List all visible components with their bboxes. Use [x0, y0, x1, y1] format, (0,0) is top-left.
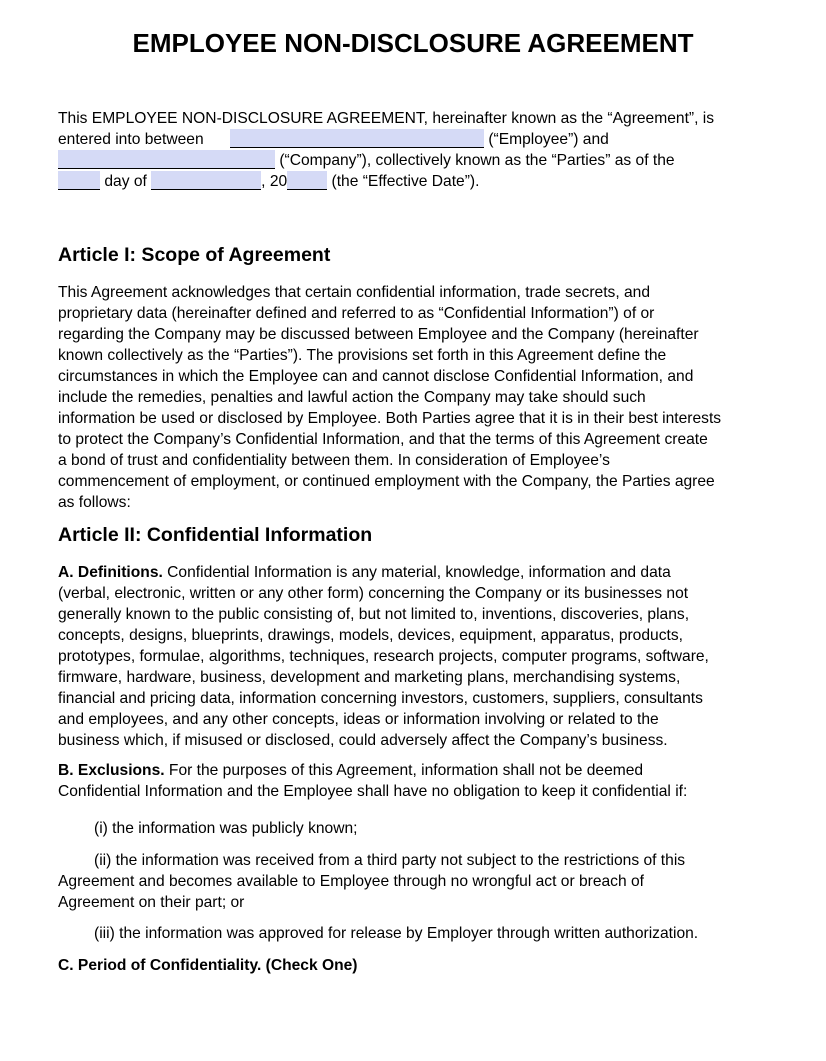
intro-text: (the “Effective Date”).	[331, 173, 480, 190]
text-line: regarding the Company may be discussed between Employee and the Company (hereinafter	[58, 326, 699, 343]
document-page	[0, 27, 826, 1061]
text-line: proprietary data (hereinafter defined and referred to as “Confidential Information”) of or	[58, 305, 655, 322]
text-line: and employees, and any other concepts, ideas or information involving or related to the	[58, 711, 659, 728]
intro-text: (“Company”), collectively known as the “Parties” as of the	[279, 152, 675, 169]
text-line: Confidential Information and the Employee shall have no obligation to keep it confidential if:	[58, 783, 688, 800]
text-line: Agreement on their part; or	[58, 894, 245, 911]
text-line	[58, 562, 818, 583]
intro-text: (“Employee”) and	[488, 131, 609, 148]
text-line: as follows:	[58, 494, 131, 511]
company-name-field[interactable]	[58, 150, 275, 169]
article-2-heading: Article II: Confidential Information	[58, 524, 373, 546]
text-line: firmware, hardware, business, development and marketing plans, merchandising systems,	[58, 669, 681, 686]
day-field[interactable]	[58, 171, 100, 190]
intro-text: day of	[104, 173, 147, 190]
text-line	[58, 171, 818, 192]
text-line: information be used or disclosed by Employee. Both Parties agree that it is in their best interests	[58, 410, 722, 427]
text-line: business which, if misused or disclosed, could adversely affect the Company’s business.	[58, 732, 668, 749]
period-of-confidentiality-heading: C. Period of Confidentiality. (Check One)	[58, 957, 358, 974]
text-line: to protect the Company’s Confidential Information, and that the terms of this Agreement create	[58, 431, 708, 448]
intro-text: , 20	[261, 173, 288, 190]
month-field[interactable]	[151, 171, 261, 190]
intro-text: entered into between	[58, 131, 204, 148]
text-line: financial and pricing data, information concerning investors, customers, suppliers, consultants	[58, 690, 703, 707]
definitions-text: Confidential Information is any material, knowledge, information and data	[162, 564, 671, 581]
text-line: Agreement and becomes available to Employee through no wrongful act or breach of	[58, 873, 644, 890]
exclusions-label: B. Exclusions.	[58, 762, 165, 779]
text-line: generally known to the public consisting of, but not limited to, inventions, discoveries, plans,	[58, 606, 690, 623]
definitions-paragraph	[58, 562, 818, 751]
year-field[interactable]	[287, 171, 327, 190]
article-1-heading: Article I: Scope of Agreement	[58, 244, 331, 266]
text-line	[58, 760, 818, 781]
text-line: include the remedies, penalties and lawful action the Company may take should such	[58, 389, 646, 406]
text-line: circumstances in which the Employee can and cannot disclose Confidential Information, and	[58, 368, 694, 385]
exclusion-item-iii	[58, 923, 818, 944]
article-1-paragraph	[58, 282, 818, 513]
exclusions-text: For the purposes of this Agreement, information shall not be deemed	[164, 762, 644, 779]
exclusions-paragraph	[58, 760, 818, 802]
text-line: concepts, designs, blueprints, drawings, models, devices, equipment, apparatus, products,	[58, 627, 683, 644]
text-line: (iii) the information was approved for release by Employer through written authorization.	[94, 925, 699, 942]
text-line	[58, 129, 818, 150]
intro-paragraph	[58, 108, 818, 192]
text-line: commencement of employment, or continued employment with the Company, the Parties agree	[58, 473, 715, 490]
employee-name-field[interactable]	[230, 129, 484, 148]
text-line: (verbal, electronic, written or any other form) concerning the Company or its businesses not	[58, 585, 689, 602]
text-line: known collectively as the “Parties”). The provisions set forth in this Agreement define the	[58, 347, 667, 364]
exclusion-item-i	[58, 818, 818, 839]
text-line	[58, 150, 818, 171]
text-line: (i) the information was publicly known;	[94, 820, 358, 837]
text-line: a bond of trust and confidentiality between them. In consideration of Employee’s	[58, 452, 610, 469]
text-line: (ii) the information was received from a third party not subject to the restrictions of this	[94, 852, 686, 869]
document-title: EMPLOYEE NON-DISCLOSURE AGREEMENT	[132, 28, 694, 58]
text-line: This EMPLOYEE NON-DISCLOSURE AGREEMENT, hereinafter known as the “Agreement”, is	[58, 110, 715, 127]
definitions-label: A. Definitions.	[58, 564, 163, 581]
text-line: This Agreement acknowledges that certain confidential information, trade secrets, and	[58, 284, 651, 301]
text-line: prototypes, formulae, algorithms, techniques, research projects, computer programs, software,	[58, 648, 709, 665]
exclusion-item-ii	[58, 850, 818, 913]
